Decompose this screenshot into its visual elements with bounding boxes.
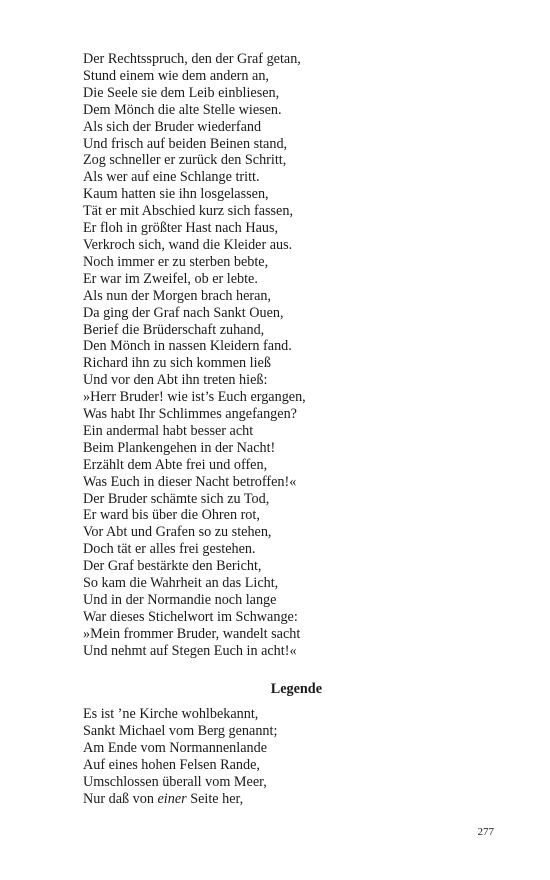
poem-line: Noch immer er zu sterben bebte,: [83, 253, 269, 270]
poem-line: Als sich der Bruder wiederfand: [83, 118, 262, 135]
poem-line: So kam die Wahrheit an das Licht,: [83, 575, 279, 592]
poem-line-emphasis: [83, 791, 333, 808]
poem-line: »Herr Bruder! wie ist’s Euch ergangen,: [83, 389, 306, 406]
poem-line: Zog schneller er zurück den Schritt,: [83, 152, 287, 169]
emphasized-word: einer: [157, 790, 187, 807]
poem-line: Was habt Ihr Schlimmes angefangen?: [83, 406, 297, 423]
poem-line: Ein andermal habt besser acht: [83, 422, 254, 439]
poem-line: Auf eines hohen Felsen Rande,: [83, 756, 260, 773]
poem-line: Den Mönch in nassen Kleidern fand.: [83, 338, 292, 355]
poem-line: Und nehmt auf Stegen Euch in acht!«: [83, 642, 297, 659]
poem-line: Beim Plankengehen in der Nacht!: [83, 439, 276, 456]
poem-line: Umschlossen überall vom Meer,: [83, 773, 267, 790]
poem-line: »Mein frommer Bruder, wandelt sacht: [83, 625, 301, 642]
poem-line: Und frisch auf beiden Beinen stand,: [83, 135, 288, 152]
poem-line: Was Euch in dieser Nacht betroffen!«: [83, 473, 297, 490]
poem-line: Der Rechtsspruch, den der Graf getan,: [83, 51, 301, 67]
poem-line: Richard ihn zu sich kommen ließ: [83, 355, 271, 372]
poem-line: Als wer auf eine Schlange tritt.: [83, 169, 260, 186]
poem-line: Der Bruder schämte sich zu Tod,: [83, 490, 270, 507]
poem-line: Dem Mönch die alte Stelle wiesen.: [83, 101, 282, 118]
poem-line: Vor Abt und Grafen so zu stehen,: [83, 524, 272, 541]
poem-line: Als nun der Morgen brach heran,: [83, 287, 272, 304]
poem-line: War dieses Stichelwort im Schwange:: [83, 608, 298, 625]
poem-line: Am Ende vom Normannenlande: [83, 739, 267, 756]
poem-line: Es ist ’ne Kirche wohlbekannt,: [83, 706, 259, 722]
poem-line: Berief die Brüderschaft zuhand,: [83, 321, 265, 338]
poem-line: Stund einem wie dem andern an,: [83, 67, 269, 84]
poem-line: Und in der Normandie noch lange: [83, 592, 277, 608]
page-number: 277: [477, 826, 494, 838]
poem-line: Er floh in größter Hast nach Haus,: [83, 220, 279, 237]
line-text: Nur daß von: [83, 790, 158, 807]
poem-line: Und vor den Abt ihn treten hieß:: [83, 372, 268, 389]
poem-line: Die Seele sie dem Leib einbliesen,: [83, 84, 280, 101]
poem-stanza-1: [83, 51, 333, 660]
poem-line: Sankt Michael vom Berg genannt;: [83, 722, 278, 739]
poem-line: Erzählt dem Abte frei und offen,: [83, 456, 268, 473]
poem-line: Der Graf bestärkte den Bericht,: [83, 558, 262, 575]
poem-line: Doch tät er alles frei gestehen.: [83, 541, 256, 558]
section-title: Legende: [270, 681, 322, 697]
line-text: Seite her,: [186, 790, 244, 807]
poem-line: Verkroch sich, wand die Kleider aus.: [83, 236, 293, 253]
poem-line: Da ging der Graf nach Sankt Ouen,: [83, 304, 284, 321]
poem-line: Er ward bis über die Ohren rot,: [83, 507, 260, 524]
poem-line: Tät er mit Abschied kurz sich fassen,: [83, 203, 293, 220]
poem-stanza-2: [83, 706, 333, 807]
poem-line: Er war im Zweifel, ob er lebte.: [83, 270, 258, 287]
poem-line: Kaum hatten sie ihn losgelassen,: [83, 186, 269, 203]
